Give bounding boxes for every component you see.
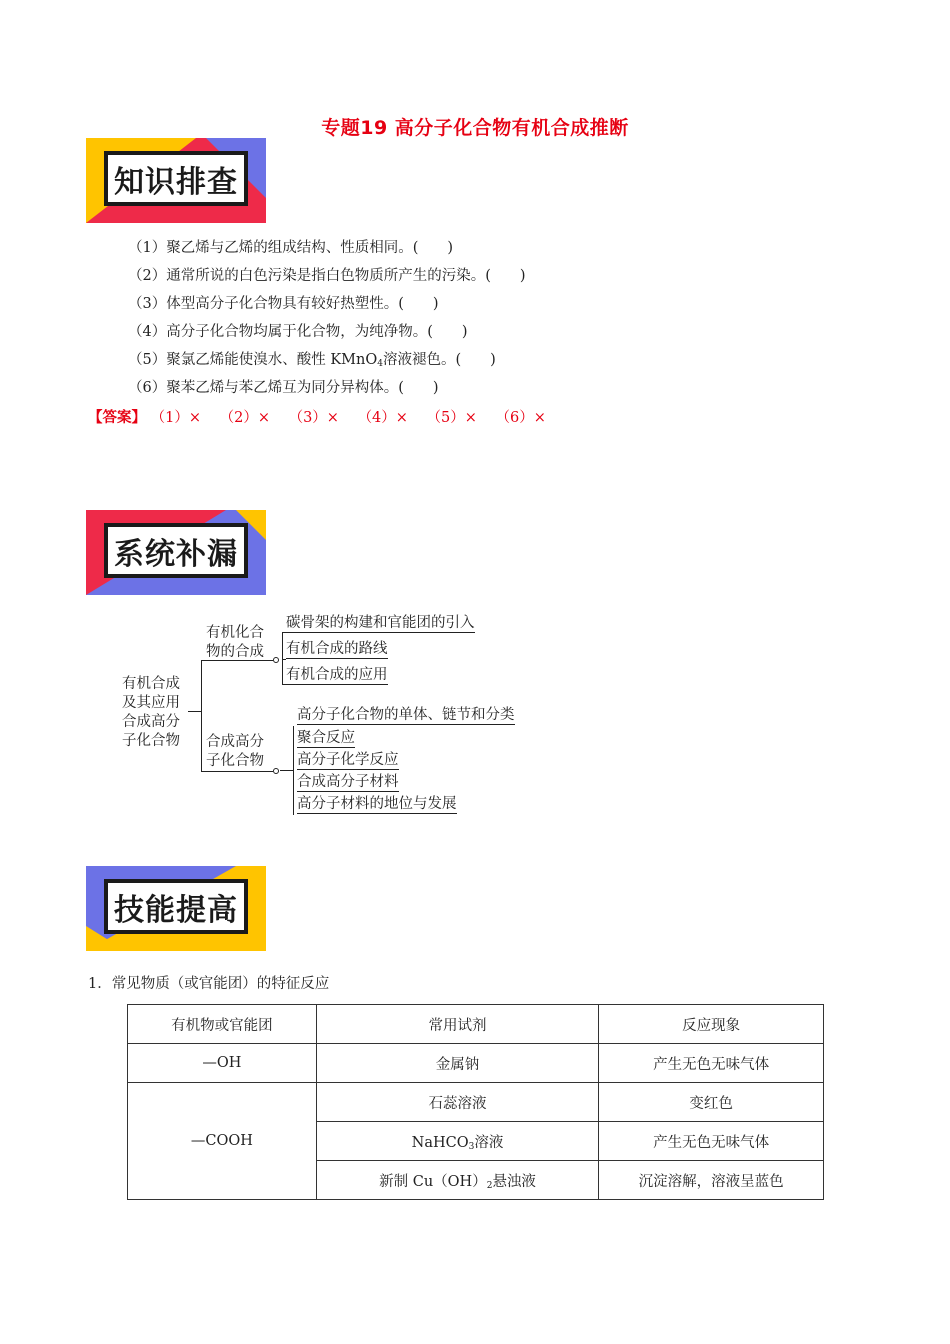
section-badge-skill-improve	[86, 866, 266, 951]
table-header-cell: 有机物或官能团	[128, 1005, 317, 1044]
table-header-row	[128, 1005, 824, 1044]
table-row	[128, 1083, 824, 1122]
table-cell-reagent: 金属钠	[316, 1044, 599, 1083]
table-header-cell: 反应现象	[599, 1005, 824, 1044]
mindmap-leaf-text: 聚合反应	[297, 730, 355, 746]
table-cell-reagent	[316, 1161, 599, 1200]
connector-line	[280, 770, 293, 771]
answer-item: （1）×	[150, 410, 201, 426]
branch-label-line: 有机化合	[206, 625, 264, 641]
answer-label: 【答案】	[88, 409, 146, 426]
mindmap-branch-2-label	[206, 733, 264, 771]
table-cell-group: —COOH	[128, 1083, 317, 1200]
answer-item: （6）×	[495, 410, 546, 426]
reagent-text: NaHCO	[411, 1134, 469, 1151]
connector-line	[282, 659, 286, 660]
reagent-subscript: 2	[486, 1180, 493, 1191]
mindmap-leaf	[286, 640, 388, 659]
mindmap-leaf	[297, 751, 399, 770]
branch-label-line: 合成高分	[206, 734, 264, 750]
table-cell-phenomenon: 产生无色无味气体	[599, 1122, 824, 1161]
mindmap-leaf-text: 碳骨架的构建和官能团的引入	[286, 615, 475, 631]
branch-node-dot	[273, 768, 279, 774]
badge-label-box	[104, 523, 248, 578]
reagent-text-tail: 溶液	[474, 1134, 504, 1151]
mindmap-leaf-text: 高分子材料的地位与发展	[297, 796, 457, 812]
question-5-text: （5）聚氯乙烯能使溴水、酸性 KMnO	[128, 352, 378, 368]
mindmap-leaf-text: 高分子化学反应	[297, 752, 399, 768]
reaction-table	[127, 1004, 824, 1200]
branch-label-line: 子化合物	[206, 753, 264, 769]
connector-line	[293, 726, 294, 815]
badge-label-box	[104, 879, 248, 934]
mindmap-leaf	[297, 729, 355, 748]
branch-node-dot	[273, 657, 279, 663]
mindmap-root	[122, 675, 180, 751]
badge-label-box	[104, 151, 248, 206]
table-cell-reagent: 石蕊溶液	[316, 1083, 599, 1122]
question-1: （1）聚乙烯与乙烯的组成结构、性质相同。( )	[128, 240, 454, 256]
mindmap-root-line: 及其应用	[122, 695, 180, 711]
connector-line	[201, 660, 202, 772]
reagent-text: 新制 Cu（OH）	[379, 1173, 487, 1190]
question-6: （6）聚苯乙烯与苯乙烯互为同分异构体。( )	[128, 380, 439, 396]
question-3: （3）体型高分子化合物具有较好热塑性。( )	[128, 296, 439, 312]
mindmap-leaf	[297, 795, 457, 814]
question-5-subscript: 4	[377, 359, 383, 369]
badge-label: 知识排查	[114, 164, 238, 200]
section-badge-knowledge-check	[86, 138, 266, 223]
reagent-subscript: 3	[468, 1141, 475, 1152]
mindmap-root-line: 合成高分	[122, 714, 180, 730]
connector-line	[188, 711, 202, 712]
question-4: （4）高分子化合物均属于化合物，为纯净物。( )	[128, 324, 468, 340]
question-5	[128, 351, 496, 373]
table-header-cell: 常用试剂	[316, 1005, 599, 1044]
connector-line	[201, 771, 273, 772]
table-cell-phenomenon: 产生无色无味气体	[599, 1044, 824, 1083]
question-2: （2）通常所说的白色污染是指白色物质所产生的污染。( )	[128, 268, 526, 284]
answer-item: （2）×	[219, 410, 270, 426]
table-cell-group: —OH	[128, 1044, 317, 1083]
mindmap-leaf	[297, 773, 399, 792]
table-cell-phenomenon: 沉淀溶解，溶液呈蓝色	[599, 1161, 824, 1200]
mindmap-root-line: 子化合物	[122, 733, 180, 749]
mindmap-leaf	[286, 666, 388, 685]
section-badge-system-review	[86, 510, 266, 595]
mindmap-branch-1-label	[206, 624, 264, 662]
mindmap-leaf	[297, 706, 515, 725]
answer-line	[88, 406, 546, 427]
answer-item: （4）×	[357, 410, 408, 426]
mindmap-leaf-text: 有机合成的路线	[286, 641, 388, 657]
mindmap-root-line: 有机合成	[122, 676, 180, 692]
page-title: 专题19 高分子化合物有机合成推断	[321, 117, 629, 139]
mindmap-leaf-text: 高分子化合物的单体、链节和分类	[297, 707, 515, 723]
reagent-text-tail: 悬浊液	[492, 1173, 536, 1190]
table-cell-reagent	[316, 1122, 599, 1161]
table-row	[128, 1044, 824, 1083]
section-heading: 1．常见物质（或官能团）的特征反应	[88, 976, 330, 992]
answer-item: （5）×	[426, 410, 477, 426]
question-5-tail: 溶液褪色。( )	[382, 352, 496, 368]
mindmap-leaf	[286, 614, 475, 633]
badge-label: 系统补漏	[114, 536, 238, 572]
mindmap-leaf-text: 合成高分子材料	[297, 774, 399, 790]
mindmap-leaf-text: 有机合成的应用	[286, 667, 388, 683]
badge-label: 技能提高	[114, 892, 238, 928]
table-cell-phenomenon: 变红色	[599, 1083, 824, 1122]
answer-item: （3）×	[288, 410, 339, 426]
branch-label-line: 物的合成	[206, 644, 264, 660]
